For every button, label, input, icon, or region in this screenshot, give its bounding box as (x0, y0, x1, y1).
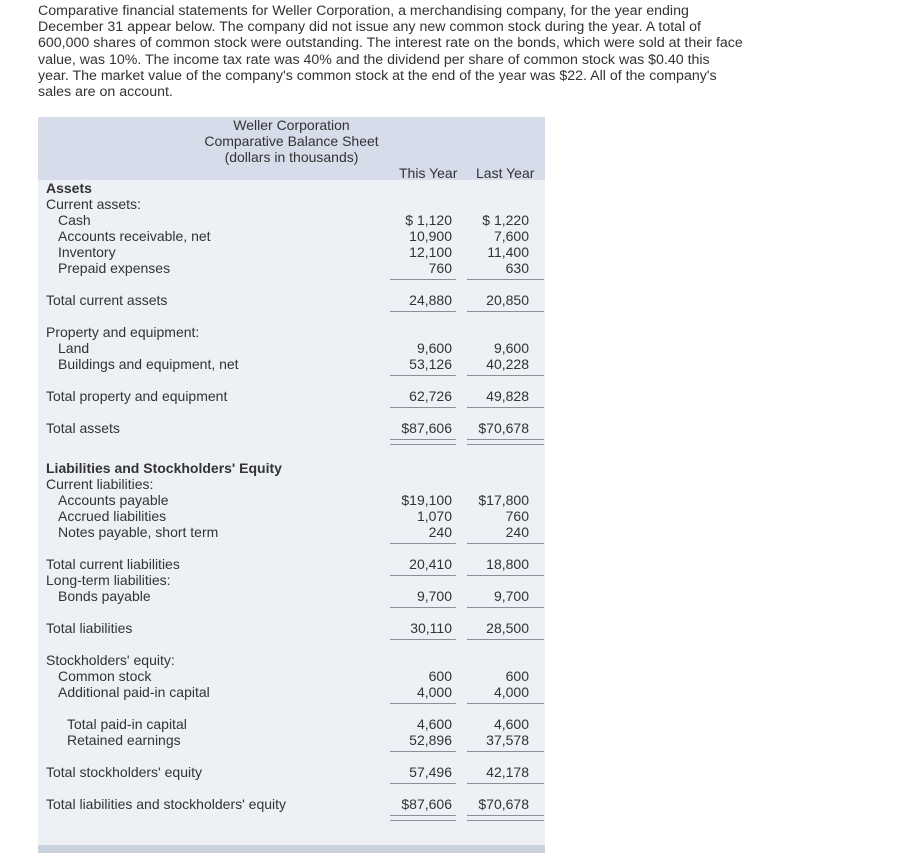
underline (467, 783, 544, 784)
last-year-value: $70,678 (478, 796, 529, 812)
row-label: Total property and equipment (46, 388, 228, 404)
balance-sheet-row (38, 388, 545, 404)
underline (390, 783, 456, 784)
underline (467, 375, 544, 376)
underline (467, 407, 544, 408)
last-year-value: 28,500 (486, 620, 529, 636)
this-year-value: 9,600 (416, 340, 452, 356)
underline (390, 751, 456, 752)
last-year-value: $70,678 (478, 420, 529, 436)
last-year-value: 760 (505, 508, 529, 524)
this-year-value: 53,126 (409, 356, 452, 372)
last-year-value: 630 (505, 260, 529, 276)
row-label: Total current assets (46, 292, 168, 308)
balance-sheet-row (38, 572, 545, 588)
row-label: Common stock (58, 668, 152, 684)
this-year-value: 600 (428, 668, 452, 684)
last-year-value: 240 (505, 524, 529, 540)
this-year-value: $19,100 (401, 492, 452, 508)
last-year-value: 4,000 (493, 684, 529, 700)
row-label: Retained earnings (67, 732, 181, 748)
balance-sheet-row (38, 588, 545, 604)
underline (390, 407, 456, 408)
underline (467, 279, 544, 280)
column-header-this-year: This Year (399, 165, 458, 181)
balance-sheet-row (38, 460, 545, 476)
balance-sheet-header (38, 117, 545, 180)
balance-sheet-row (38, 716, 545, 732)
double-underline (390, 820, 456, 821)
underline (390, 815, 456, 816)
this-year-value: $87,606 (401, 420, 452, 436)
underline (390, 439, 456, 440)
row-label: Accounts receivable, net (58, 228, 211, 244)
balance-sheet-table (38, 117, 545, 853)
underline (390, 311, 456, 312)
row-label: Cash (58, 212, 91, 228)
this-year-value: 20,410 (409, 556, 452, 572)
row-label: Long-term liabilities: (46, 572, 171, 588)
last-year-value: 11,400 (487, 244, 529, 260)
last-year-value: 40,228 (486, 356, 529, 372)
underline (467, 815, 544, 816)
balance-sheet-row (38, 524, 545, 540)
balance-sheet-row (38, 556, 545, 572)
balance-sheet-row (38, 668, 545, 684)
this-year-value: 4,600 (416, 716, 452, 732)
row-label: Inventory (58, 244, 116, 260)
underline (390, 607, 456, 608)
balance-sheet-row (38, 420, 545, 436)
underline (467, 639, 544, 640)
last-year-value: 49,828 (486, 388, 529, 404)
balance-sheet-row (38, 476, 545, 492)
last-year-value: 9,700 (493, 588, 529, 604)
double-underline (390, 444, 456, 445)
underline (390, 703, 456, 704)
row-label: Prepaid expenses (58, 260, 171, 276)
this-year-value: 62,726 (409, 388, 452, 404)
this-year-value: 4,000 (416, 684, 452, 700)
balance-sheet-row (38, 652, 545, 668)
row-label: Total assets (46, 420, 120, 436)
balance-sheet-row (38, 796, 545, 812)
row-label: Notes payable, short term (58, 524, 219, 540)
balance-sheet-row (38, 684, 545, 700)
underline (467, 543, 544, 544)
balance-sheet-row (38, 228, 545, 244)
balance-sheet-row (38, 260, 545, 276)
this-year-value: 9,700 (416, 588, 452, 604)
underline (467, 751, 544, 752)
row-label: Total paid-in capital (67, 716, 187, 732)
statement-title: Comparative Balance Sheet (204, 133, 379, 149)
row-label: Total current liabilities (46, 556, 180, 572)
double-underline (467, 444, 544, 445)
company-name: Weller Corporation (233, 117, 350, 133)
balance-sheet-row (38, 508, 545, 524)
last-year-value: $ 1,220 (482, 212, 529, 228)
row-label: Additional paid-in capital (58, 684, 210, 700)
row-label: Buildings and equipment, net (58, 356, 239, 372)
last-year-value: 18,800 (486, 556, 529, 572)
balance-sheet-row (38, 212, 545, 228)
units-note: (dollars in thousands) (224, 149, 359, 165)
problem-intro-text: Comparative financial statements for Weller Corporation, a merchandising company, for the year ending December 31 appear below. The company did not issue any new common stock during the year. A total of 600,000 shares of common stock were outstanding. The interest rate on the bonds, which were sold at their face value, was 10%. The income tax rate was 40% and the dividend per share of common stock was $0.40 this year. The market value of the company's common stock at the end of the year was $22. All of the company's sales are on account. (38, 3, 743, 101)
row-label: Land (58, 340, 90, 356)
this-year-value: 30,110 (410, 620, 452, 636)
row-label: Accounts payable (58, 492, 169, 508)
this-year-value: $ 1,120 (405, 212, 452, 228)
underline (390, 543, 456, 544)
last-year-value: 42,178 (486, 764, 529, 780)
row-label: Current liabilities: (46, 476, 154, 492)
underline (467, 311, 544, 312)
balance-sheet-row (38, 180, 545, 196)
this-year-value: 57,496 (409, 764, 452, 780)
last-year-value: 20,850 (486, 292, 529, 308)
double-underline (467, 820, 544, 821)
balance-sheet-row (38, 620, 545, 636)
balance-sheet-row (38, 764, 545, 780)
row-label: Total stockholders' equity (46, 764, 202, 780)
column-header-last-year: Last Year (476, 165, 535, 181)
last-year-value: 9,600 (493, 340, 529, 356)
balance-sheet-row (38, 292, 545, 308)
row-label: Property and equipment: (46, 324, 200, 340)
row-label: Liabilities and Stockholders' Equity (46, 460, 282, 476)
last-year-value: 4,600 (493, 716, 529, 732)
this-year-value: $87,606 (401, 796, 452, 812)
table-footer-bar (38, 845, 545, 853)
row-label: Current assets: (46, 196, 141, 212)
last-year-value: $17,800 (478, 492, 529, 508)
underline (390, 279, 456, 280)
this-year-value: 240 (428, 524, 452, 540)
row-label: Total liabilities and stockholders' equity (46, 796, 287, 812)
balance-sheet-row (38, 340, 545, 356)
row-label: Accrued liabilities (58, 508, 167, 524)
last-year-value: 7,600 (493, 228, 529, 244)
underline (467, 607, 544, 608)
this-year-value: 760 (428, 260, 452, 276)
balance-sheet-row (38, 196, 545, 212)
row-label: Stockholders' equity: (46, 652, 175, 668)
last-year-value: 600 (505, 668, 529, 684)
row-label: Total liabilities (46, 620, 133, 636)
this-year-value: 24,880 (409, 292, 452, 308)
row-label: Assets (46, 180, 92, 196)
balance-sheet-row (38, 244, 545, 260)
this-year-value: 52,896 (409, 732, 452, 748)
balance-sheet-row (38, 732, 545, 748)
last-year-value: 37,578 (486, 732, 529, 748)
this-year-value: 1,070 (416, 508, 452, 524)
underline (467, 439, 544, 440)
this-year-value: 10,900 (409, 228, 452, 244)
underline (467, 703, 544, 704)
underline (390, 639, 456, 640)
balance-sheet-row (38, 356, 545, 372)
balance-sheet-row (38, 492, 545, 508)
underline (390, 375, 456, 376)
this-year-value: 12,100 (409, 244, 452, 260)
row-label: Bonds payable (58, 588, 151, 604)
balance-sheet-row (38, 324, 545, 340)
